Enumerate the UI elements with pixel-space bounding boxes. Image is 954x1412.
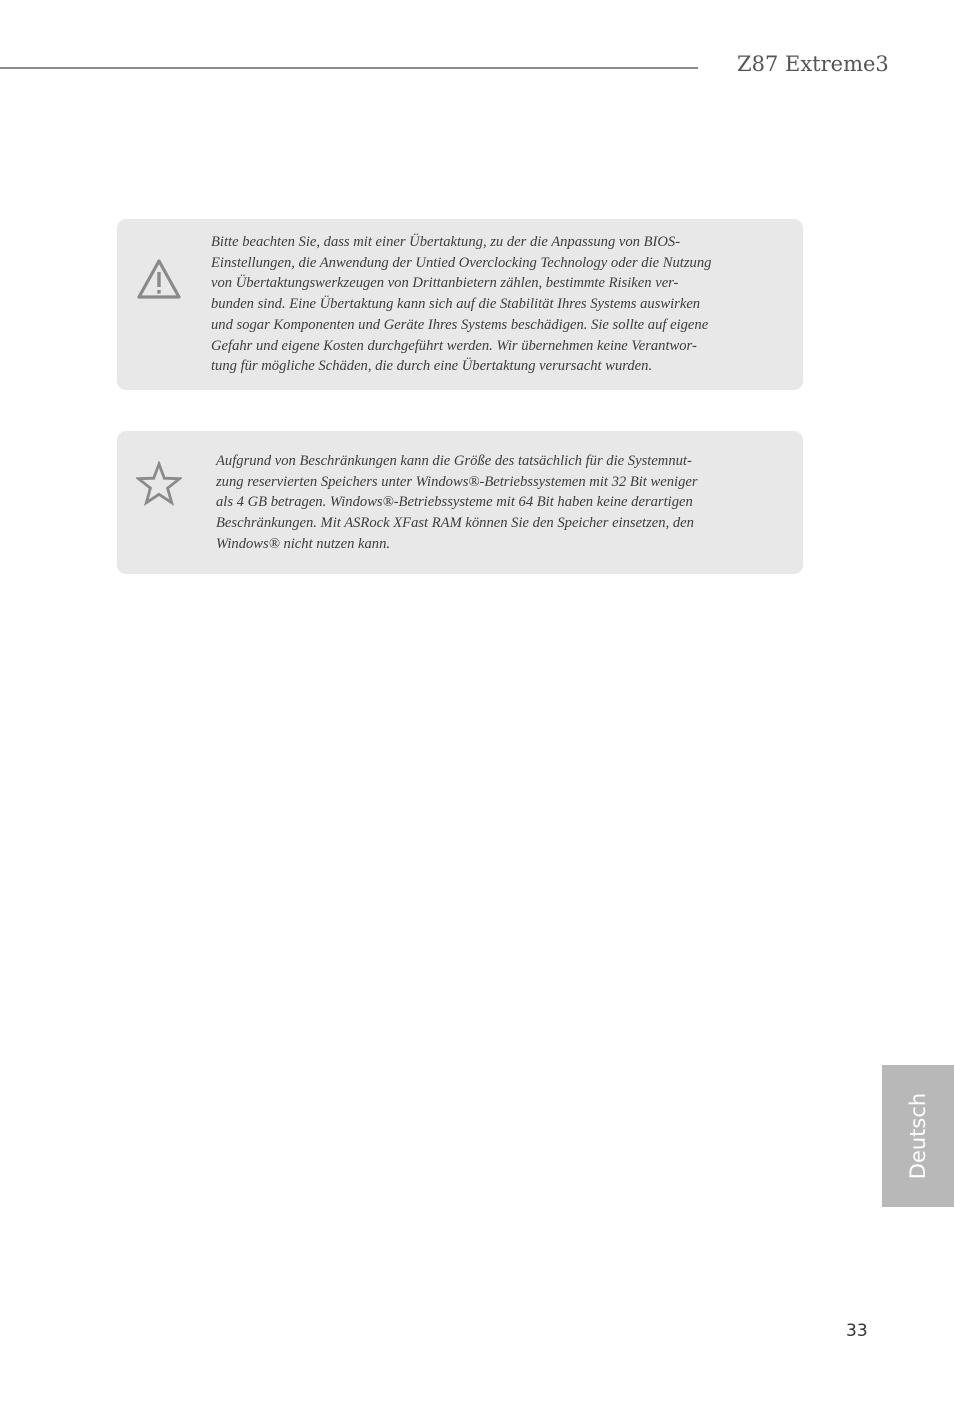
- header-rule: [0, 67, 698, 69]
- warning-note: [117, 219, 803, 390]
- warning-triangle-icon: [136, 257, 182, 303]
- language-tab: [882, 1065, 954, 1207]
- language-tab-label: Deutsch: [906, 1092, 930, 1180]
- star-icon: [136, 461, 182, 507]
- document-title: Z87 Extreme3: [737, 52, 889, 76]
- tip-note-text: Aufgrund von Beschränkungen kann die Größe des tatsächlich für die Systemnut- zung reservierten Speichers unter Windows®-Betriebssystemen mit 32 Bit weniger als 4 GB betragen. Windows®-Betriebssysteme mit 64 Bit haben keine derartigen Beschränkungen. Mit ASRock XFast RAM können Sie den Speicher einsetzen, den Windows® nicht nutzen kann.: [216, 453, 698, 552]
- warning-note-text: Bitte beachten Sie, dass mit einer Übertaktung, zu der die Anpassung von BIOS- Einstellungen, die Anwendung der Untied Overclocking Technology oder die Nutzung von Übertaktungswerkzeugen von Drittanbietern zählen, bestimmte Risiken ver- bunden sind. Eine Übertaktung kann sich auf die Stabilität Ihres Systems auswirken und sogar Komponenten und Geräte Ihres Systems beschädigen. Sie sollte auf eigene Gefahr und eigene Kosten durchgeführt werden. Wir übernehmen keine Verantwor- tung für mögliche Schäden, die durch eine Übertaktung verursacht wurden.: [211, 234, 712, 375]
- tip-note: [117, 431, 803, 574]
- page-number: 33: [846, 1321, 868, 1341]
